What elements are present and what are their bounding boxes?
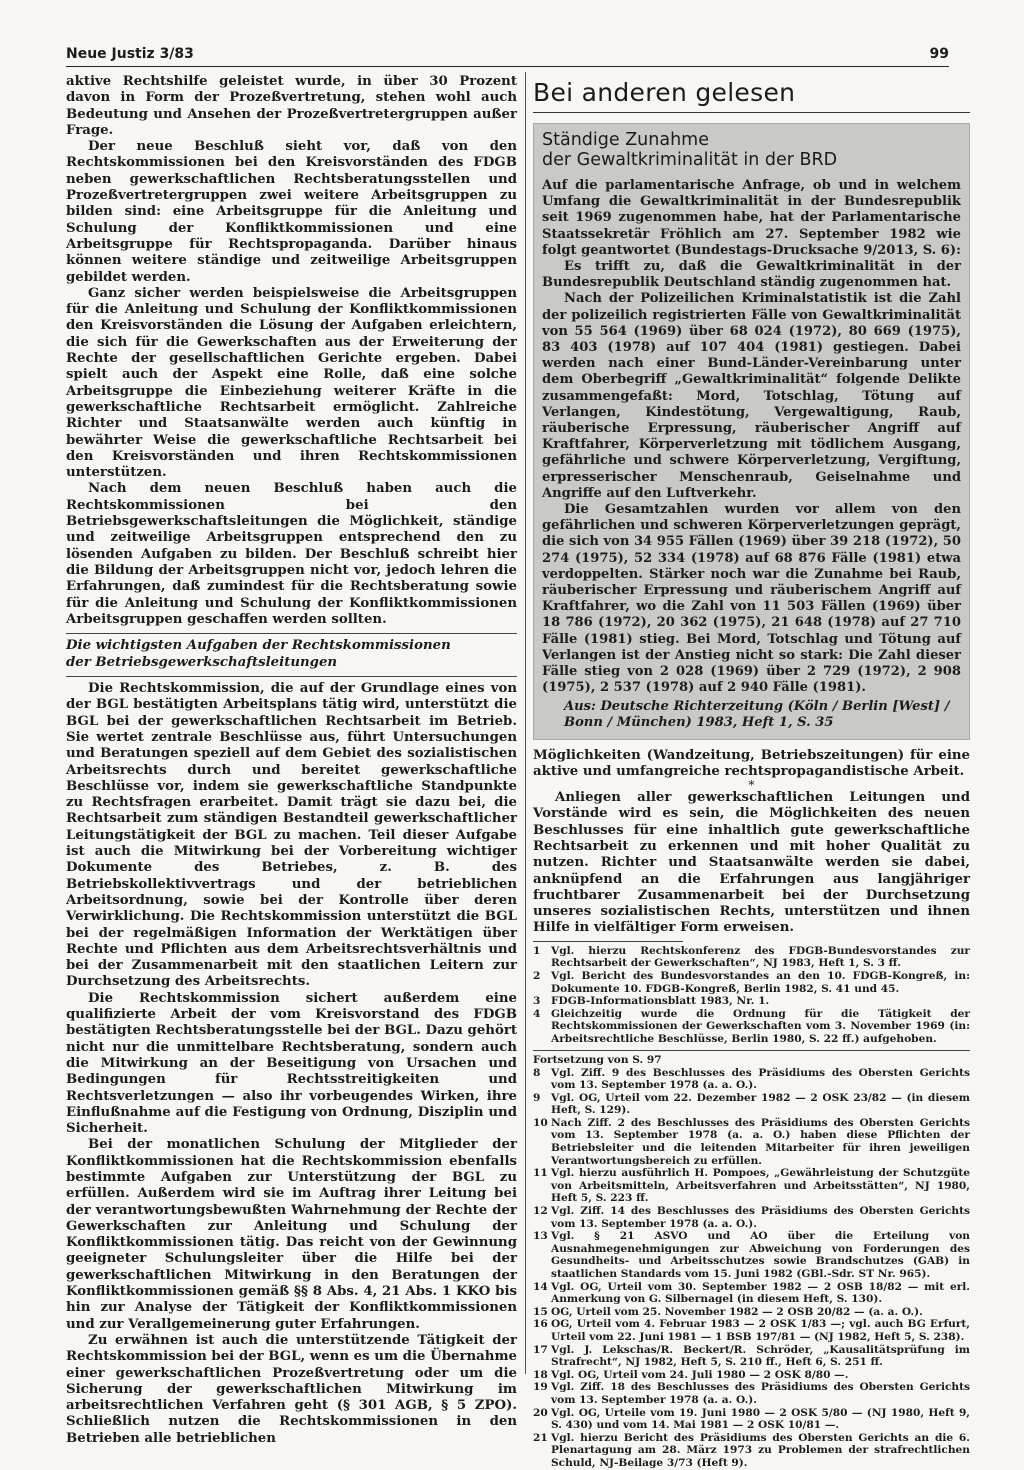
footnote-text: Vgl. hierzu Rechtskonferenz des FDGB-Bundesvorstandes zur Rechtsarbeit der Gewerkschaften“, NJ 1983, Heft 1, S. 3 ff. bbox=[551, 944, 970, 970]
footnote-number: 14 bbox=[533, 1280, 548, 1293]
subheading-line: der Betriebsgewerkschaftsleitungen bbox=[66, 654, 338, 670]
paragraph: Bei der monatlichen Schulung der Mitglieder der Konfliktkommissionen hat die Rechtskommission ebenfalls bestimmte Aufgaben zur Unterstützung der BGL zu erfüllen. Außerdem wird sie im Auftrag ihrer Leitung bei der verantwortungsbewußten Wahrnehmung der Rechte der Gewerkschaften zur Anleitung und Schulung der Konfliktkommissionen tätig. Das reicht von der Gewinnung geeigneter Schulungsleiter über die Hilfe bei der gewerkschaftlichen Mitwirkung in den Beratungen der Konfliktkommissionen gemäß §§ 8 Abs. 4, 21 Abs. 1 KKO bis hin zur Analyse der Tätigkeit der Konfliktkommissionen und zur Verallgemeinerung guter Erfahrungen. bbox=[66, 1137, 517, 1332]
footnote-number: 1 bbox=[533, 944, 541, 957]
footnote-number: 15 bbox=[533, 1305, 548, 1318]
paragraph: Ganz sicher werden beispielsweise die Arbeitsgruppen für die Anleitung und Schulung der Konfliktkommissionen den Kreisvorständen die Lösung der Aufgaben erleichtern, die sich für die Gewerkschaften aus der Erweiterung der Rechte der gesellschaftlichen Gerichte ergeben. Dabei spielt auch der Aspekt eine Rolle, daß eine solche Arbeitsgruppe die Einbeziehung weiterer Kräfte in die gewerkschaftliche Rechtsarbeit ermöglicht. Zahlreiche Richter und Staatsanwälte werden auch künftig in bewährter Weise die gewerkschaftliche Rechtsarbeit bei den Kreisvorständen und ihren Rechtskommissionen unterstützen. bbox=[66, 285, 517, 481]
box-title bbox=[542, 130, 961, 170]
footnote-number: 16 bbox=[533, 1318, 548, 1331]
footnote-text: OG, Urteil vom 4. Februar 1983 — 2 OSK 1/83 —; vgl. auch BG Erfurt, Urteil vom 22. Juni 1981 — 1 BSB 197/81 — (NJ 1982, Heft 5, S. 238). bbox=[551, 1318, 970, 1343]
footnote-text: Vgl. Ziff. 14 des Beschlusses des Präsidiums des Obersten Gerichts vom 13. September 1978 (a. a. O.). bbox=[551, 1205, 970, 1230]
footnote-text: Vgl. Bericht des Bundesvorstandes an den 10. FDGB-Kongreß, in: Dokumente 10. FDGB-Kongreß, Berlin 1982, S. 41 und 45. bbox=[551, 969, 970, 995]
footnotes bbox=[533, 945, 970, 1046]
box-paragraph: Auf die parlamentarische Anfrage, ob und in welchem Umfang die Gewaltkriminalität in der Bundesrepublik seit 1969 zugenommen habe, hat der Parlamentarische Staatssekretär Fröhlich am 27. September 1982 wie folgt geantwortet (Bundestags-Drucksache 9/2013, S. 6): bbox=[542, 178, 961, 258]
right-column bbox=[533, 74, 970, 1470]
box-title-line: Ständige Zunahme bbox=[542, 130, 709, 150]
running-head bbox=[66, 46, 949, 62]
paragraph: Möglichkeiten (Wandzeitung, Betriebszeitungen) für eine aktive und umfangreiche rechtspropagandistische Arbeit. bbox=[533, 747, 970, 779]
journal-title: Neue Justiz 3/83 bbox=[66, 46, 194, 62]
footnote-text: Vgl. OG, Urteil vom 30. September 1982 — 2 OSB 18/82 — mit erl. Anmerkung von G. Silbernagel (in diesem Heft, S. 130). bbox=[551, 1280, 970, 1306]
footnote-text: Vgl. hierzu ausführlich H. Pompoes, „Gewährleistung der Schutzgüte von Arbeitsmitteln, Arbeitsverfahren und Arbeitsstätten“, NJ 1980, Heft 5, S. 223 ff. bbox=[551, 1167, 970, 1205]
footnote-number: 2 bbox=[533, 969, 541, 982]
footnote-number: 11 bbox=[533, 1167, 548, 1180]
continued-label: Fortsetzung von S. 97 bbox=[533, 1053, 662, 1066]
separator-star: * bbox=[748, 778, 755, 793]
footnote bbox=[533, 1344, 970, 1369]
left-column bbox=[66, 74, 517, 1447]
footnote-number: 20 bbox=[533, 1406, 548, 1419]
footnote bbox=[533, 995, 970, 1008]
footnote-text: Vgl. OG, Urteile vom 19. Juni 1980 — 2 OSK 5/80 — (NJ 1980, Heft 9, S. 430) und vom 14. Mai 1981 — 2 OSK 10/81 —. bbox=[551, 1406, 970, 1432]
footnote-number: 13 bbox=[533, 1230, 548, 1243]
footnote-text: Vgl. § 21 ASVO und AO über die Erteilung von Ausnahmegenehmigungen zur Abweichung von Forderungen des Gesundheits- und Arbeitsschutzes sowie Brandschutzes (GAB) in staatlichen Standards vom 15. Juni 1982 (GBl.-Sdr. ST Nr. 965). bbox=[551, 1230, 970, 1281]
section-rule bbox=[66, 633, 517, 634]
footnote bbox=[533, 945, 970, 970]
paragraph: Die Rechtskommission, die auf der Grundlage eines von der BGL bestätigten Arbeitsplans tätig wird, unterstützt die BGL bei der gewerkschaftlichen Rechtsarbeit im Betrieb. Sie wertet zentrale Beschlüsse aus, führt Untersuchungen und Beratungen speziell auf dem Gebiet des sozialistischen Arbeitsrechts durch und bereitet gewerkschaftliche Beschlüsse vor, indem sie gewerkschaftliche Standpunkte zu Rechtsfragen erarbeitet. Damit trägt sie dazu bei, die Rechtsarbeit zum ständigen Bestandteil gewerkschaftlicher Leitungstätigkeit der BGL zu machen. Teil dieser Aufgabe ist auch die Mitwirkung bei der Vorbereitung wichtiger Dokumente des Betriebes, z. B. des Betriebskollektivvertrags und der betrieblichen Arbeitsordnung, sowie bei der Kontrolle über deren Verwirklichung. Die Rechtskommission unterstützt die BGL bei der regelmäßigen Information der Werktätigen über Rechte und Pflichten aus dem Arbeitsrechtsverhältnis und bei der Zusammenarbeit mit den staatlichen Leitern zur Durchsetzung des Arbeitsrechts. bbox=[66, 681, 517, 990]
footnote-number: 12 bbox=[533, 1205, 548, 1218]
paragraph: Die Rechtskommission sichert außerdem eine qualifizierte Arbeit der vom Kreisvorstand des FDGB bestätigten Rechtsberatungsstelle bei der BGL. Dazu gehört nicht nur die unmittelbare Rechtsberatung, sondern auch die Mitwirkung an der Beseitigung von Ursachen und Bedingungen für Rechtsstreitigkeiten und Rechtsverletzungen — also ihr vorbeugendes Wirken, ihre Einflußnahme auf die Festigung von Ordnung, Disziplin und Sicherheit. bbox=[66, 990, 517, 1137]
box-paragraph: Nach der Polizeilichen Kriminalstatistik ist die Zahl der polizeilich registrierten Fälle von Gewaltkriminalität von 55 564 (1969) über 68 024 (1972), 80 669 (1975), 83 403 (1978) auf 107 404 (1981) gestiegen. Dabei werden nach einer Bund-Länder-Vereinbarung unter dem Oberbegriff „Gewaltkriminalität“ folgende Delikte zusammengefaßt: Mord, Totschlag, Tötung auf Verlangen, Kindestötung, Vergewaltigung, Raub, räuberische Erpressung, räuberischer Angriff auf Kraftfahrer, Körperverletzung mit tödlichem Ausgang, gefährliche und schwere Körperverletzung, Vergiftung, erpresserischer Menschenraub, Geiselnahme und Angriffe auf den Luftverkehr. bbox=[542, 291, 961, 501]
footnote-number: 8 bbox=[533, 1066, 541, 1079]
column-divider bbox=[525, 72, 526, 1374]
footnote-text: Vgl. Ziff. 18 des Beschlusses des Präsidiums des Obersten Gerichts vom 13. September 1978 (a. a. O.). bbox=[551, 1381, 970, 1406]
paragraph: aktive Rechtshilfe geleistet wurde, in über 30 Prozent davon in Form der Prozeßvertretung, stehen wohl auch Bedeutung und Ansehen der Prozeßvertretergruppen außer Frage. bbox=[66, 74, 517, 138]
footnote-text: Vgl. J. Lekschas/R. Beckert/R. Schröder, „Kausalitätsprüfung im Strafrecht“, NJ 1982, Heft 5, S. 210 ff., Heft 6, S. 251 ff. bbox=[551, 1343, 970, 1369]
footnote bbox=[533, 1381, 970, 1406]
footnote-number: 9 bbox=[533, 1091, 541, 1104]
footnote bbox=[533, 1067, 970, 1092]
paragraph: Anliegen aller gewerkschaftlichen Leitungen und Vorstände wird es sein, die Möglichkeiten des neuen Beschlusses für eine inhaltlich gute gewerkschaftliche Rechtsarbeit zu erkennen und mit hoher Qualität zu nutzen. Richter und Staatsanwälte werden sie dabei, anknüpfend an die Erfahrungen aus langjähriger fruchtbarer Zusammenarbeit bei der Durchsetzung unseres sozialistischen Rechts, unterstützen und ihnen Hilfe in vielfältiger Form erweisen. bbox=[533, 790, 970, 936]
box-source: Aus: Deutsche Richterzeitung (Köln / Berlin [West] / Bonn / München) 1983, Heft 1, S. 35 bbox=[564, 698, 950, 730]
header-rule bbox=[66, 66, 949, 67]
paragraph: Der neue Beschluß sieht vor, daß von den Rechtskommissionen bei den Kreisvorständen des FDGB neben gewerkschaftlichen Rechtsberatungsstellen und Prozeßvertretergruppen zwei weitere Arbeitsgruppen zu bilden sind: eine Arbeitsgruppe für die Anleitung und Schulung der Konfliktkommissionen und eine Arbeitsgruppe für Rechtspropaganda. Darüber hinaus können weitere ständige und zeitweilige Arbeitsgruppen gebildet werden. bbox=[66, 139, 517, 285]
footnote-text: Nach Ziff. 2 des Beschlusses des Präsidiums des Obersten Gerichts vom 13. September 1978 (a. a. O.) haben diese Pflichten der Betriebsleiter und die leitenden Mitarbeiter für ihren jeweiligen Verantwortungsbereich zu erfüllen. bbox=[551, 1116, 970, 1167]
continued-footnotes bbox=[533, 1067, 970, 1470]
footnote-rule bbox=[533, 941, 683, 942]
footnote-number: 18 bbox=[533, 1368, 548, 1381]
footnote-number: 19 bbox=[533, 1381, 548, 1394]
section-rule bbox=[66, 676, 517, 677]
footnote-text: OG, Urteil vom 25. November 1982 — 2 OSB 20/82 — (a. a. O.). bbox=[551, 1305, 923, 1318]
footnote-number: 21 bbox=[533, 1431, 548, 1444]
box-paragraph: Die Gesamtzahlen wurden vor allem von den gefährlichen und schweren Körperverletzungen geprägt, die sich von 34 955 Fällen (1969) über 39 218 (1972), 50 274 (1975), 52 334 (1978) auf 68 876 Fälle (1981) etwa verdoppelten. Stärker noch war die Zunahme bei Raub, räuberischer Erpressung und räuberischem Angriff auf Kraftfahrer, wo die Zahl von 11 503 Fällen (1969) über 18 786 (1972), 20 362 (1975), 21 648 (1978) auf 27 710 Fälle (1981) stieg. Bei Mord, Totschlag und Tötung auf Verlangen ist der Anstieg nicht so stark: Die Zahl dieser Fälle stieg von 2 028 (1969) über 2 729 (1972), 2 908 (1975), 2 537 (1978) auf 2 940 Fälle (1981). bbox=[542, 502, 961, 696]
footnote-text: Gleichzeitig wurde die Ordnung für die Tätigkeit der Rechtskommissionen der Gewerkschaften vom 3. November 1969 (in: Arbeitsrechtliche Beschlüsse, Berlin 1980, S. 22 ff.) aufgehoben. bbox=[551, 1007, 970, 1045]
footnote bbox=[533, 1281, 970, 1306]
subheading bbox=[66, 638, 517, 671]
section-title: Bei anderen gelesen bbox=[533, 78, 970, 113]
subheading-line: Die wichtigsten Aufgaben der Rechtskommissionen bbox=[66, 638, 451, 654]
footnote bbox=[533, 1230, 970, 1280]
footnote bbox=[533, 1407, 970, 1432]
footnote-number: 4 bbox=[533, 1007, 541, 1020]
paragraph: Zu erwähnen ist auch die unterstützende Tätigkeit der Rechtskommission bei der BGL, wenn es um die Übernahme einer gewerkschaftlichen Prozeßvertretung oder um die Sicherung der gewerkschaftlichen Mitwirkung im arbeitsrechtlichen Verfahren geht (§ 301 AGB, § 5 ZPO). Schließlich nutzen die Rechtskommissionen in den Betrieben alle betrieblichen bbox=[66, 1332, 517, 1446]
box-paragraph: Es trifft zu, daß die Gewaltkriminalität in der Bundesrepublik Deutschland ständig zugenommen hat. bbox=[542, 259, 961, 291]
footnote bbox=[533, 970, 970, 995]
quoted-article-box bbox=[533, 123, 970, 740]
footnote bbox=[533, 1008, 970, 1046]
footnote bbox=[533, 1205, 970, 1230]
footnote bbox=[533, 1432, 970, 1470]
footnote-number: 10 bbox=[533, 1116, 548, 1129]
footnote bbox=[533, 1117, 970, 1167]
footnote bbox=[533, 1306, 970, 1319]
footnote bbox=[533, 1092, 970, 1117]
footnote-text: FDGB-Informationsblatt 1983, Nr. 1. bbox=[551, 995, 770, 1008]
footnote bbox=[533, 1167, 970, 1205]
footnote-text: Vgl. OG, Urteil vom 22. Dezember 1982 — 2 OSK 23/82 — (in diesem Heft, S. 129). bbox=[551, 1091, 970, 1117]
footnote-text: Vgl. Ziff. 9 des Beschlusses des Präsidiums des Obersten Gerichts vom 13. September 1978 (a. a. O.). bbox=[551, 1066, 970, 1092]
footnote bbox=[533, 1318, 970, 1343]
footnote-text: Vgl. OG, Urteil vom 24. Juli 1980 — 2 OSK 8/80 —. bbox=[551, 1368, 849, 1381]
box-title-line: der Gewaltkriminalität in der BRD bbox=[542, 150, 838, 170]
footnote bbox=[533, 1369, 970, 1382]
page-number: 99 bbox=[929, 46, 949, 62]
footnote-number: 3 bbox=[533, 995, 541, 1008]
paragraph: Nach dem neuen Beschluß haben auch die Rechtskommissionen bei den Betriebsgewerkschaftsleitungen die Möglichkeit, ständige und zeitweilige Arbeitsgruppen entsprechend den zu lösenden Aufgaben zu bilden. Der Beschluß schreibt hier die Bildung der Arbeitsgruppen nicht vor, jedoch lehren die Erfahrungen, daß zumindest für die Rechtsberatung sowie für die Anleitung und Schulung der Konfliktkommissionen Arbeitsgruppen geschaffen werden sollten. bbox=[66, 481, 517, 627]
footnote-text: Vgl. hierzu Bericht des Präsidiums des Obersten Gerichts an die 6. Plenartagung am 28. März 1973 zu Problemen der strafrechtlichen Schuld, NJ-Beilage 3/73 (Heft 9). bbox=[551, 1431, 970, 1469]
footnote-number: 17 bbox=[533, 1343, 548, 1356]
footnote-rule bbox=[533, 1050, 970, 1051]
